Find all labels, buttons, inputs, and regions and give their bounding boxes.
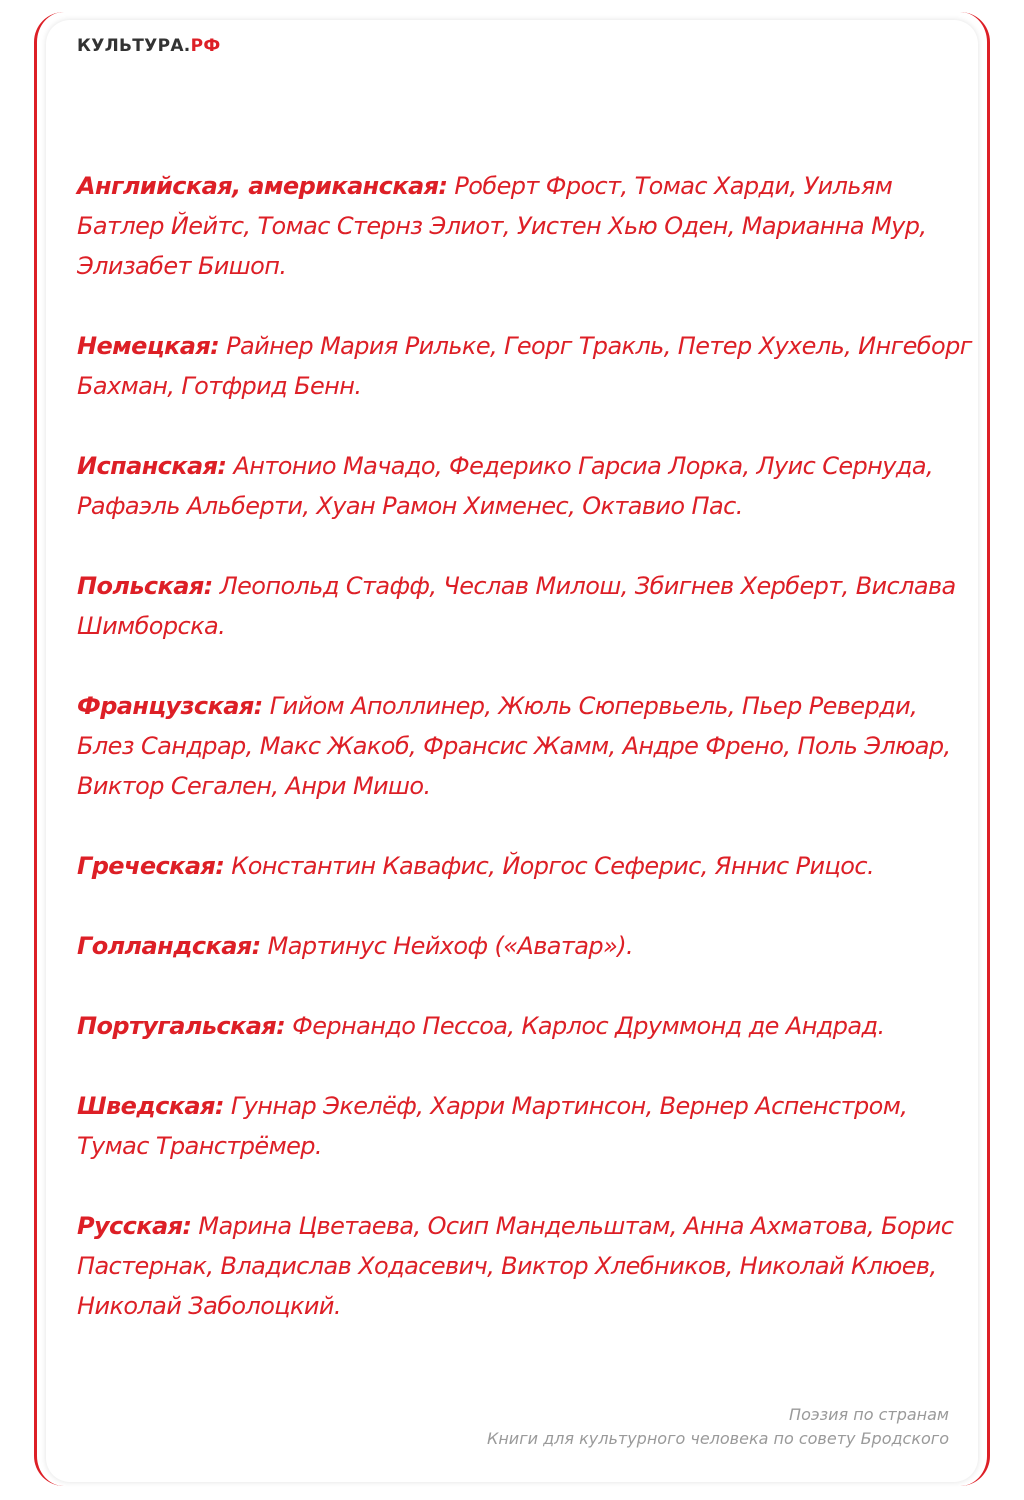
author-list: Марина Цветаева, Осип Мандельштам, Анна Ахматова, Борис Пастернак, Владислав Ходасевич, Виктор Хлебников, Николай Клюев, Николай Заболоцкий. <box>77 1212 954 1320</box>
country-label: Португальская: <box>77 1012 286 1040</box>
list-item <box>77 446 977 526</box>
country-label: Испанская: <box>77 452 227 480</box>
country-label: Шведская: <box>77 1092 224 1120</box>
author-list: Мартинус Нейхоф («Аватар»). <box>267 932 634 960</box>
author-list: Роберт Фрост, Томас Харди, Уильям Батлер Йейтс, Томас Стернз Элиот, Уистен Хью Оден, Марианна Мур, Элизабет Бишоп. <box>77 172 927 280</box>
site-logo[interactable] <box>77 36 220 56</box>
author-list: Леопольд Стафф, Чеслав Милош, Збигнев Херберт, Вислава Шимборска. <box>77 572 956 640</box>
author-list: Константин Кавафис, Йоргос Сеферис, Яннис Рицос. <box>231 852 874 880</box>
list-item <box>77 326 977 406</box>
caption-subtitle: Книги для культурного человека по совету Бродского <box>486 1429 949 1448</box>
list-item <box>77 566 977 646</box>
list-item <box>77 1006 977 1046</box>
country-label: Голландская: <box>77 932 261 960</box>
poetry-by-country-list <box>77 166 977 1366</box>
country-label: Греческая: <box>77 852 225 880</box>
list-item <box>77 1206 977 1326</box>
country-label: Польская: <box>77 572 213 600</box>
list-item <box>77 166 977 286</box>
country-label: Английская, американская: <box>77 172 448 200</box>
caption <box>487 1403 949 1451</box>
logo-accent-text: РФ <box>190 36 221 56</box>
author-list: Гийом Аполлинер, Жюль Сюпервьель, Пьер Реверди, Блез Сандрар, Макс Жакоб, Франсис Жамм, Андре Френо, Поль Элюар, Виктор Сегален, Анри Мишо. <box>77 692 951 800</box>
list-item <box>77 846 977 886</box>
caption-title: Поэзия по странам <box>789 1405 949 1424</box>
author-list: Антонио Мачадо, Федерико Гарсиа Лорка, Луис Сернуда, Рафаэль Альберти, Хуан Рамон Хименес, Октавио Пас. <box>77 452 933 520</box>
list-item <box>77 926 977 966</box>
country-label: Русская: <box>77 1212 192 1240</box>
logo-main-text: КУЛЬТУРА. <box>77 36 191 56</box>
author-list: Гуннар Экелёф, Харри Мартинсон, Вернер Аспенстром, Тумас Транстрёмер. <box>77 1092 908 1160</box>
list-item <box>77 1086 977 1166</box>
author-list: Райнер Мария Рильке, Георг Тракль, Петер Хухель, Ингеборг Бахман, Готфрид Бенн. <box>77 332 972 400</box>
country-label: Немецкая: <box>77 332 220 360</box>
list-item <box>77 686 977 806</box>
author-list: Фернандо Пессоа, Карлос Друммонд де Андрад. <box>292 1012 885 1040</box>
country-label: Французская: <box>77 692 263 720</box>
